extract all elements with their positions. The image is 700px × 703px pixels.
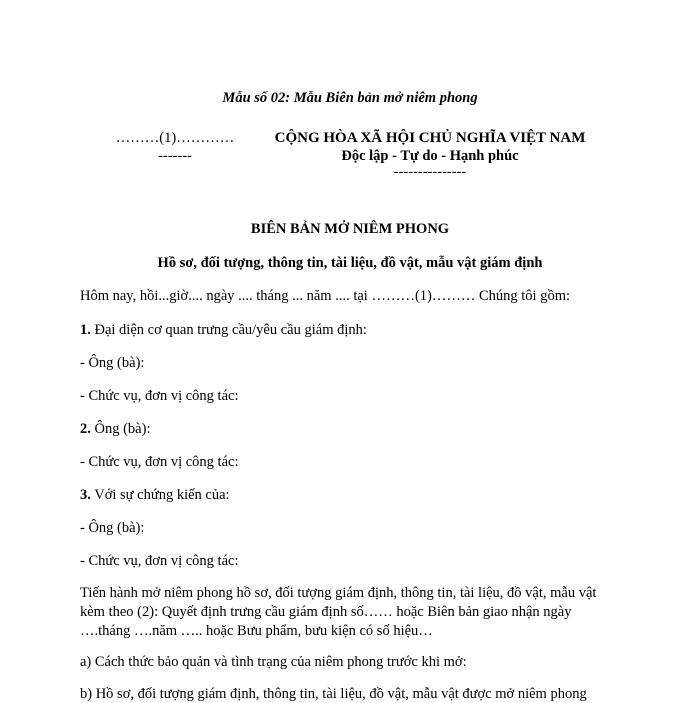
representative-name-line: - Ông (bà): xyxy=(80,355,145,371)
section-1-text: Đại diện cơ quan trưng cầu/yêu cầu giám định: xyxy=(90,322,367,338)
representative-position-line: - Chức vụ, đơn vị công tác: xyxy=(80,388,239,404)
form-title: Mẫu số 02: Mẫu Biên bản mở niêm phong xyxy=(222,90,478,106)
section-3-heading xyxy=(80,487,230,504)
section-1-heading xyxy=(80,322,367,339)
section-3-number: 3. xyxy=(80,487,91,503)
country-name: CỘNG HÒA XÃ HỘI CHỦ NGHĨA VIỆT NAM xyxy=(274,130,586,146)
document-title: BIÊN BẢN MỞ NIÊM PHONG xyxy=(250,221,450,237)
agency-underline: ------- xyxy=(158,148,192,164)
section-2-number: 2. xyxy=(80,421,91,437)
section-3-text: Với sự chứng kiến của: xyxy=(90,487,230,503)
motto-underline: --------------- xyxy=(393,164,467,180)
section-1-number: 1. xyxy=(80,322,91,338)
document-subtitle: Hồ sơ, đối tượng, thông tin, tài liệu, đồ vật, mẫu vật giám định xyxy=(157,255,543,271)
national-motto: Độc lập - Tự do - Hạnh phúc xyxy=(341,148,519,164)
agency-placeholder: ………(1)………… xyxy=(115,130,235,146)
item-a: a) Cách thức bảo quản và tình trạng của niêm phong trước khi mở: xyxy=(80,654,467,670)
section-2-text: Ông (bà): xyxy=(90,421,151,437)
section-2-heading xyxy=(80,421,150,438)
person-position-line: - Chức vụ, đơn vị công tác: xyxy=(80,454,239,470)
item-b: b) Hồ sơ, đối tượng giám định, thông tin, tài liệu, đồ vật, mẫu vật được mở niêm phong xyxy=(80,686,587,702)
body-paragraph: Tiến hành mở niêm phong hồ sơ, đối tượng giám định, thông tin, tài liệu, đồ vật, mẫu vật kèm theo (2): Quyết định trưng cầu giám định số…… hoặc Biên bản giao nhận ngày ….tháng ….năm ….. hoặc Bưu phẩm, bưu kiện có số hiệu… xyxy=(80,585,597,639)
intro-line: Hôm nay, hồi...giờ.... ngày .... tháng ... năm .... tại ………(1)……… Chúng tôi gồm: xyxy=(80,288,571,304)
witness-position-line: - Chức vụ, đơn vị công tác: xyxy=(80,553,239,569)
witness-name-line: - Ông (bà): xyxy=(80,520,145,536)
